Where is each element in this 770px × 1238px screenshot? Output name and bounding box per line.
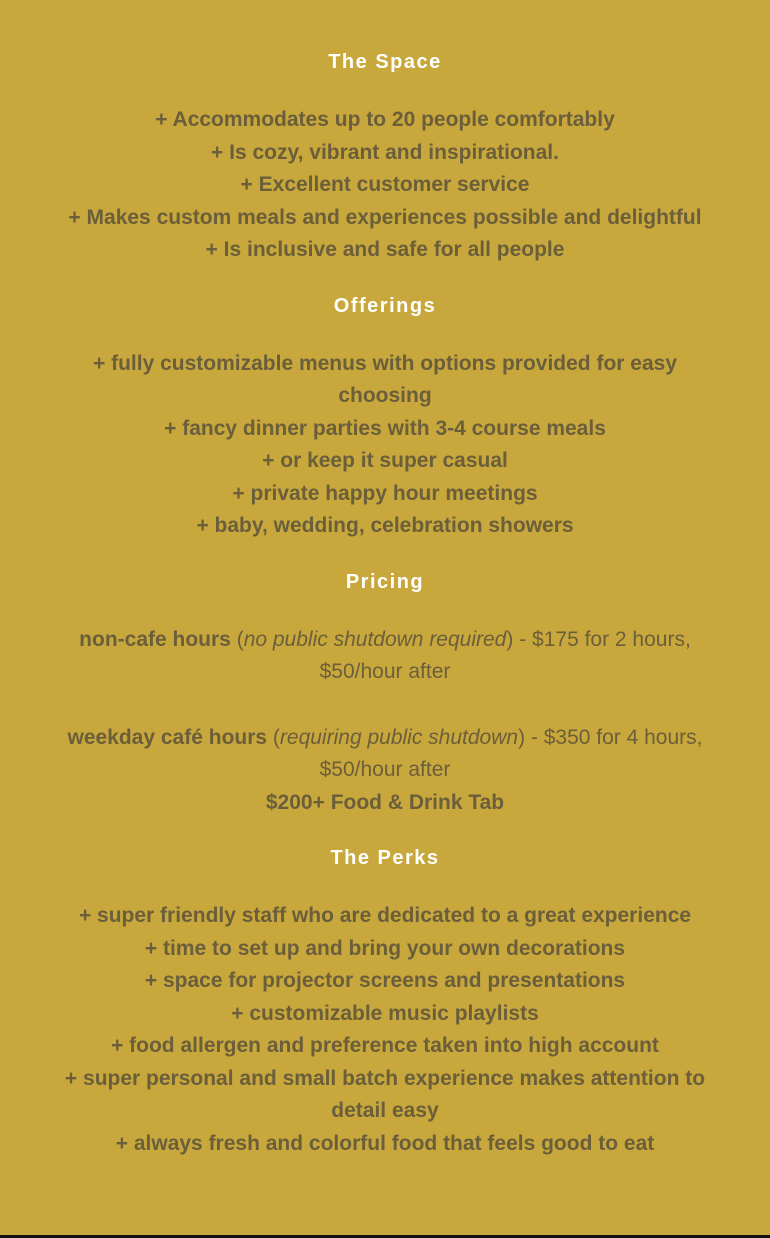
price-noncafe-rest: ) - $175 for 2 hours, $50/hour after: [319, 627, 691, 683]
section-heading-perks: The Perks: [330, 847, 440, 869]
list-item: + Excellent customer service: [240, 173, 530, 196]
price-weekday-paren: (: [267, 725, 280, 749]
price-weekday-label: weekday café hours: [67, 725, 268, 749]
list-item: + fancy dinner parties with 3-4 course meals: [164, 416, 606, 440]
price-tab: $200+ Food & Drink Tab: [265, 790, 505, 814]
price-noncafe-note: no public shutdown required: [243, 627, 507, 651]
list-item: + baby, wedding, celebration showers: [196, 514, 574, 537]
section-heading-space: The Space: [328, 51, 442, 73]
list-item: + time to set up and bring your own decorations: [144, 936, 626, 960]
list-item: + Is cozy, vibrant and inspirational.: [211, 140, 559, 164]
content-column: [60, 47, 710, 1160]
price-weekday-note: requiring public shutdown: [279, 725, 519, 749]
list-item: + Makes custom meals and experiences possible and delightful: [68, 205, 702, 229]
list-item: + Accommodates up to 20 people comfortably: [155, 108, 615, 131]
list-item: + fully customizable menus with options provided for easy choosing: [92, 351, 678, 407]
list-item: + food allergen and preference taken into high account: [111, 1034, 659, 1057]
list-item: + always fresh and colorful food that feels good to eat: [115, 1131, 655, 1155]
space-list: [60, 104, 710, 267]
list-item: + space for projector screens and presentations: [144, 969, 626, 992]
section-heading-offerings: Offerings: [333, 294, 437, 317]
list-item: + super personal and small batch experience makes attention to detail easy: [64, 1066, 706, 1122]
list-item: + Is inclusive and safe for all people: [205, 238, 565, 261]
section-heading-pricing: Pricing: [345, 570, 425, 593]
offerings-list: [60, 348, 710, 543]
list-item: + super friendly staff who are dedicated to a great experience: [78, 904, 692, 927]
list-item: + or keep it super casual: [262, 449, 508, 472]
list-item: + private happy hour meetings: [232, 481, 538, 505]
perks-list: [60, 900, 710, 1160]
price-weekday-rest: ) - $350 for 4 hours, $50/hour after: [319, 725, 703, 781]
price-noncafe-paren: (: [230, 627, 244, 651]
price-noncafe-label: non-cafe hours: [79, 627, 231, 651]
list-item: + customizable music playlists: [231, 1001, 539, 1025]
price-weekday: [60, 722, 710, 787]
price-noncafe: [60, 624, 710, 689]
